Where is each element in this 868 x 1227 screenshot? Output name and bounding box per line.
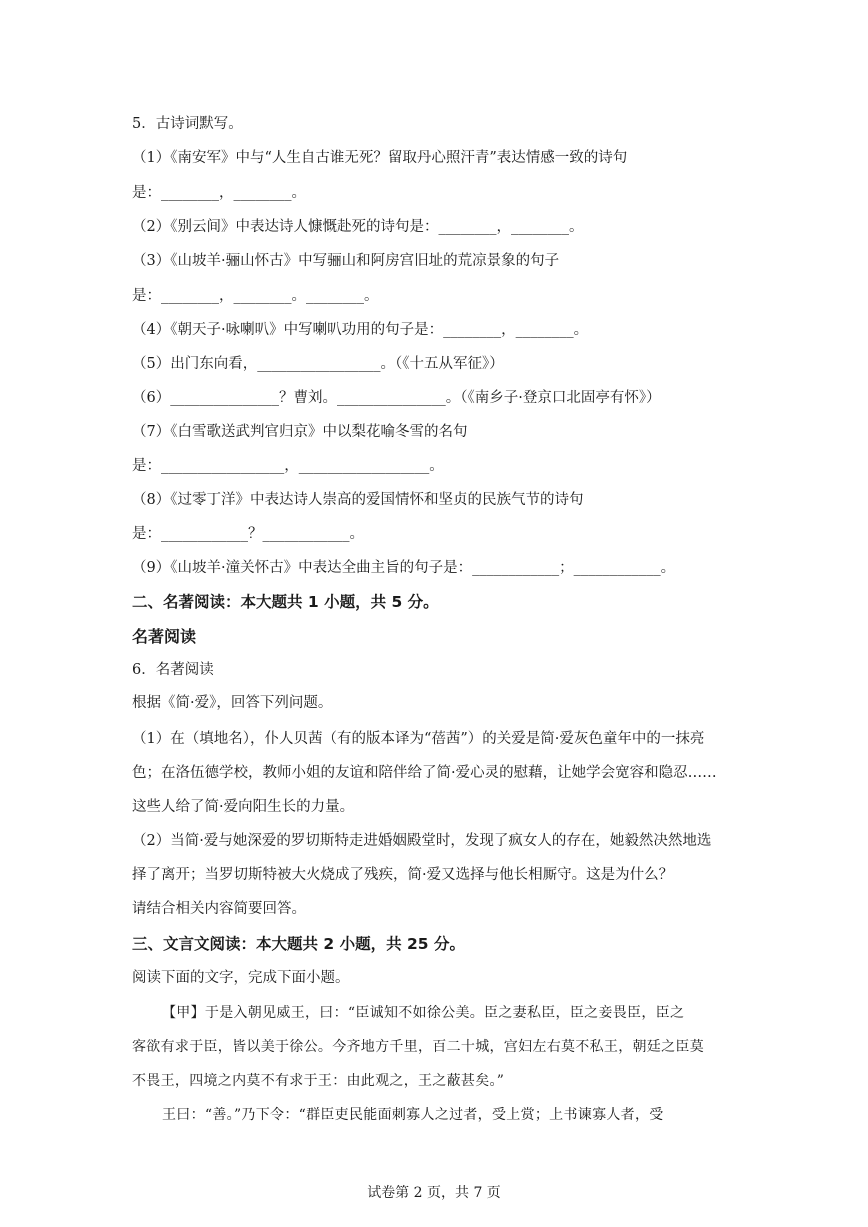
q5-item-8: （8）《过零丁洋》中表达诗人崇高的爱国情怀和坚贞的民族气节的诗句 bbox=[132, 492, 584, 508]
question-6-title: 6．名著阅读 bbox=[132, 662, 214, 678]
q6-item-1-line-2: 色；在洛伍德学校，教师小姐的友谊和陪伴给了简·爱心灵的慰藉，让她学会宽容和隐忍…… bbox=[132, 765, 717, 781]
passage-jia-line-3: 不畏王，四境之内莫不有求于王：由此观之，王之蔽甚矣。” bbox=[132, 1073, 505, 1089]
q6-instruction: 根据《简·爱》，回答下列问题。 bbox=[132, 695, 333, 711]
q5-item-6: （6）_______________？曹刘。_______________。（《南乡子·登京口北固亭有怀》） bbox=[132, 390, 661, 406]
passage-jia-line-1: 【甲】于是入朝见威王，曰：“臣诚知不如徐公美。臣之妻私臣，臣之妾畏臣，臣之 bbox=[162, 1005, 685, 1021]
q5-item-1-answer: 是：________，________。 bbox=[132, 185, 306, 201]
page-footer: 试卷第 2 页，共 7 页 bbox=[367, 1185, 501, 1201]
passage-jia-line-2: 客欲有求于臣，皆以美于徐公。今齐地方千里，百二十城，宫妇左右莫不私王，朝廷之臣莫 bbox=[132, 1039, 704, 1055]
q5-item-2: （2）《别云间》中表达诗人慷慨赴死的诗句是：________，________。 bbox=[132, 219, 584, 235]
q5-item-7: （7）《白雪歌送武判官归京》中以梨花喻冬雪的名句 bbox=[132, 424, 468, 440]
q5-item-9: （9）《山坡羊·潼关怀古》中表达全曲主旨的句子是：____________；____________。 bbox=[132, 560, 676, 576]
q5-item-7-answer: 是：_________________，__________________。 bbox=[132, 458, 444, 474]
q5-item-5: （5）出门东向看，_________________。（《十五从军征》） bbox=[132, 356, 504, 372]
q5-item-8-answer: 是：____________？____________。 bbox=[132, 526, 364, 542]
q6-item-1-line-3: 这些人给了简·爱向阳生长的力量。 bbox=[132, 799, 355, 815]
section-3-heading: 三、文言文阅读：本大题共 2 小题，共 25 分。 bbox=[132, 935, 465, 953]
q5-item-3-answer: 是：________，________。________。 bbox=[132, 288, 379, 304]
q5-item-4: （4）《朝天子·咏喇叭》中写喇叭功用的句子是：________，________。 bbox=[132, 322, 589, 338]
q6-item-2-line-1: （2）当简·爱与她深爱的罗切斯特走进婚姻殿堂时，发现了疯女人的存在，她毅然决然地选 bbox=[132, 833, 712, 849]
section-3-instruction: 阅读下面的文字，完成下面小题。 bbox=[132, 970, 350, 986]
q5-item-1: （1）《南安军》中与“人生自古谁无死？留取丹心照汗青”表达情感一致的诗句 bbox=[132, 150, 628, 166]
q6-item-2-line-3: 请结合相关内容简要回答。 bbox=[132, 901, 306, 917]
q5-item-3: （3）《山坡羊·骊山怀古》中写骊山和阿房宫旧址的荒凉景象的句子 bbox=[132, 253, 560, 269]
section-2-heading: 二、名著阅读：本大题共 1 小题，共 5 分。 bbox=[132, 593, 439, 611]
question-5-title: 5．古诗词默写。 bbox=[132, 116, 243, 132]
section-2-subheading: 名著阅读 bbox=[132, 627, 197, 646]
q6-item-2-line-2: 择了离开；当罗切斯特被大火烧成了残疾，简·爱又选择与他长相厮守。这是为什么？ bbox=[132, 867, 674, 883]
q6-item-1-line-1: （1）在（填地名），仆人贝茜（有的版本译为“蓓茜”）的关爱是简·爱灰色童年中的一抹亮 bbox=[132, 731, 705, 747]
passage-jia-line-4: 王曰：“善。”乃下令：“群臣吏民能面刺寡人之过者，受上赏；上书谏寡人者，受 bbox=[162, 1107, 664, 1123]
